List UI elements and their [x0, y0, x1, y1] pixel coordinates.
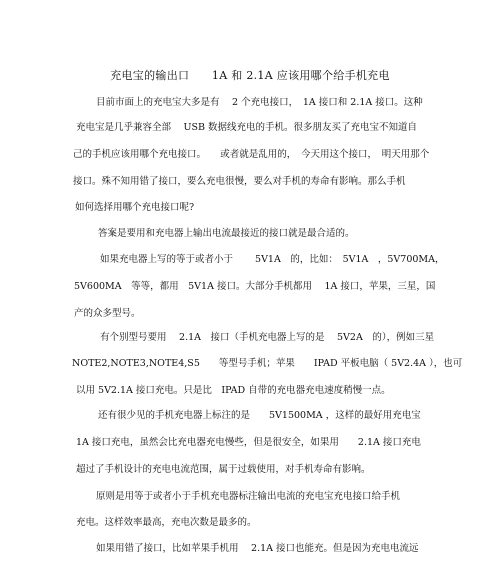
paragraph-line: 接口。殊不知用错了接口，要么充电很慢，要么对手机的寿命有影响。那么手机: [73, 176, 406, 187]
paragraph-line: 如何选择用哪个充电接口呢?: [75, 202, 195, 213]
paragraph-line: 有个别型号要用 2.1A 接口（手机充电器上写的是 5V2A 的），例如三星: [100, 332, 435, 343]
paragraph-line: 如果充电器上写的等于或者小于 5V1A 的，比如： 5V1A ，5V700MA，: [100, 254, 445, 265]
paragraph-line: 超过了手机设计的充电电流范围，属于过载使用，对手机寿命有影响。: [76, 464, 371, 475]
paragraph-line: 还有很少见的手机充电器上标注的是 5V1500MA ，这样的最好用充电宝: [98, 410, 421, 421]
paragraph-line: 如果用错了接口，比如苹果手机用 2.1A 接口也能充。但是因为充电电流远: [96, 543, 419, 554]
paragraph-line: 以用 5V2.1A 接口充电。只是比 IPAD 自带的充电器充电速度稍慢一点。: [76, 385, 391, 396]
paragraph-line: 己的手机应该用哪个充电接口。 或者就是乱用的， 今天用这个接口， 明天用那个: [73, 149, 430, 160]
paragraph-line: 答案是要用和充电器上输出电流最接近的接口就是最合适的。: [98, 228, 355, 239]
paragraph-line: 充电。这样效率最高，充电次数是最多的。: [76, 517, 257, 528]
paragraph-line: 产的众多型号。: [74, 308, 141, 319]
document-title: 充电宝的输出口 1A 和 2.1A 应该用哪个给手机充电: [110, 69, 390, 82]
paragraph-line: 原则是用等于或者小于手机充电器标注输出电流的充电宝充电接口给手机: [96, 491, 401, 502]
paragraph-line: 目前市面上的充电宝大多是有 2 个充电接口， 1A 接口和 2.1A 接口。这种: [96, 97, 423, 108]
paragraph-line: 1A 接口充电，虽然会比充电器充电慢些，但是很安全，如果用 2.1A 接口充电: [76, 437, 421, 448]
paragraph-line: NOTE2,NOTE3,NOTE4,S5 等型号手机；苹果 IPAD 平板电脑（ 5V2.4A ），也可: [72, 358, 463, 369]
paragraph-line: 5V600MA 等等，都用 5V1A 接口。大部分手机都用 1A 接口，苹果，三星，国: [74, 281, 436, 292]
paragraph-line: 充电宝是几乎兼容全部 USB 数据线充电的手机。很多朋友买了充电宝不知道自: [76, 122, 418, 133]
